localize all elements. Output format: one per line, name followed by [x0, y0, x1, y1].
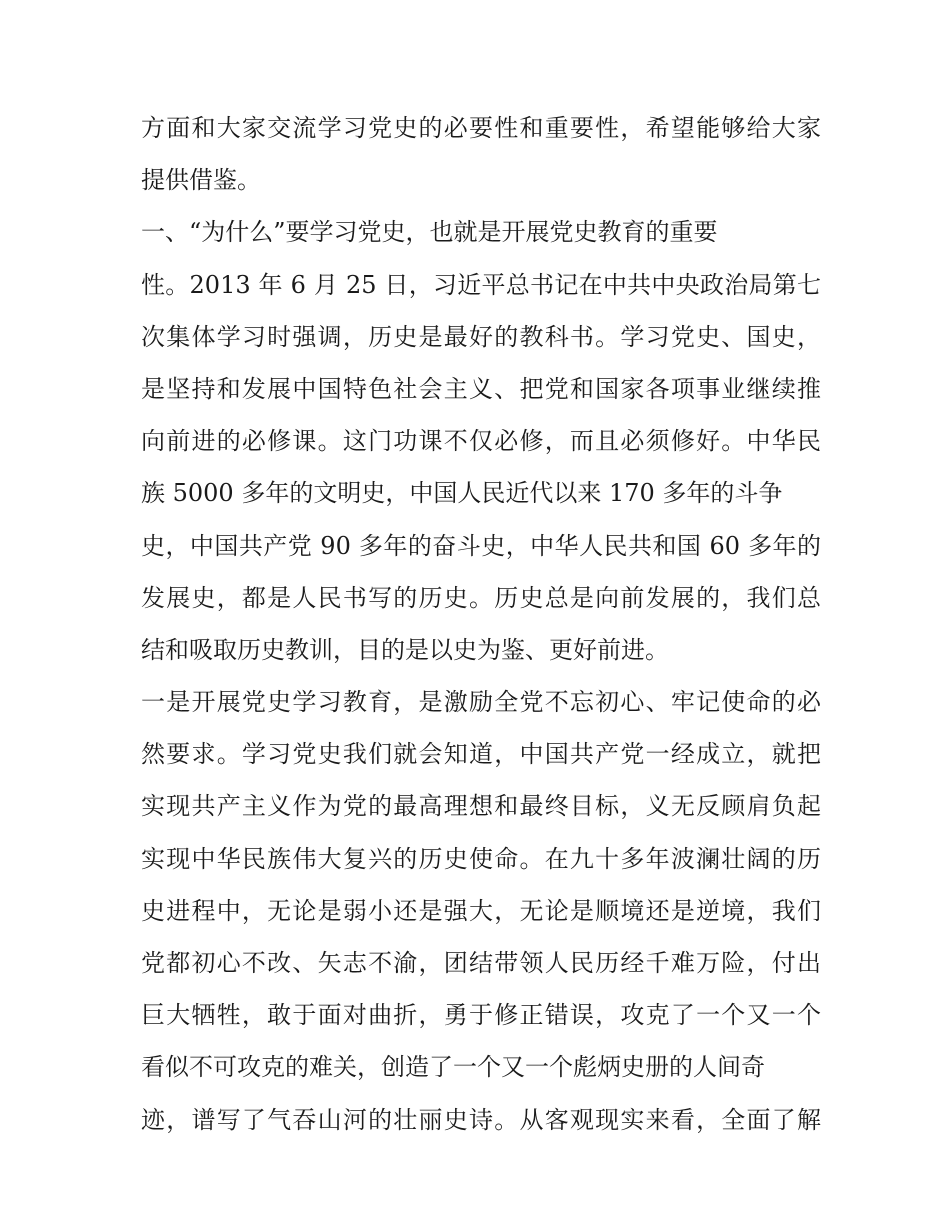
text-line: 发展史，都是人民书写的历史。历史总是向前发展的，我们总 [141, 583, 821, 612]
text-line: 性。2013 年 6 月 25 日，习近平总书记在中共中央政治局第七 [141, 270, 821, 299]
text-line: 是坚持和发展中国特色社会主义、把党和国家各项事业继续推 [141, 374, 821, 403]
text-line: 史，中国共产党 90 多年的奋斗史，中华人民共和国 60 多年的 [141, 531, 821, 560]
text-line: 看似不可攻克的难关，创造了一个又一个彪炳史册的人间奇 [141, 1053, 765, 1082]
body-text [141, 102, 821, 1146]
text-line: 结和吸取历史教训，目的是以史为鉴、更好前进。 [141, 635, 669, 664]
text-line: 迹，谱写了气吞山河的壮丽史诗。从客观现实来看，全面了解 [141, 1105, 821, 1134]
text-line: 党都初心不改、矢志不渝，团结带领人民历经千难万险，付出 [141, 949, 821, 977]
text-line: 方面和大家交流学习党史的必要性和重要性，希望能够给大家 [141, 114, 821, 142]
text-line: 一、“为什么”要学习党史，也就是开展党史教育的重要 [141, 218, 718, 247]
text-line: 向前进的必修课。这门功课不仅必修，而且必须修好。中华民 [141, 427, 821, 456]
text-line: 次集体学习时强调，历史是最好的教科书。学习党史、国史， [141, 322, 821, 351]
text-line: 史进程中，无论是弱小还是强大，无论是顺境还是逆境，我们 [141, 896, 821, 925]
text-line: 巨大牺牲，敢于面对曲折，勇于修正错误，攻克了一个又一个 [141, 1001, 821, 1030]
text-line: 实现共产主义作为党的最高理想和最终目标，义无反顾肩负起 [141, 792, 821, 821]
text-line: 一是开展党史学习教育，是激励全党不忘初心、牢记使命的必 [141, 688, 821, 717]
text-line: 然要求。学习党史我们就会知道，中国共产党一经成立，就把 [141, 740, 821, 769]
text-line: 族 5000 多年的文明史，中国人民近代以来 170 多年的斗争 [141, 479, 783, 508]
text-line: 实现中华民族伟大复兴的历史使命。在九十多年波澜壮阔的历 [141, 844, 821, 873]
text-line: 提供借鉴。 [141, 166, 261, 195]
